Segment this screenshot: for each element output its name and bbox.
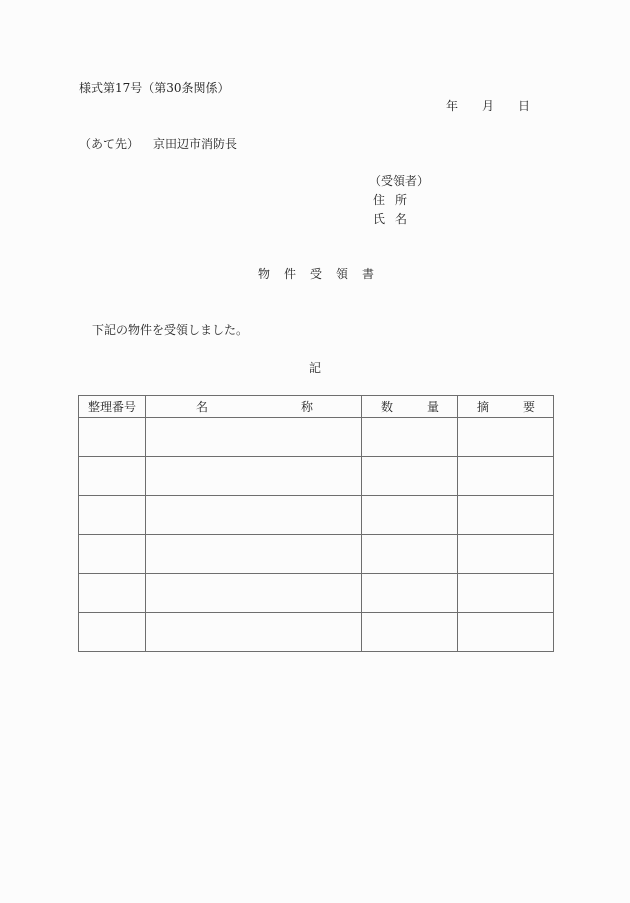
table-row [79,457,554,496]
cell-remarks[interactable] [458,457,554,496]
cell-remarks[interactable] [458,574,554,613]
cell-number[interactable] [79,574,146,613]
cell-number[interactable] [79,418,146,457]
cell-remarks[interactable] [458,418,554,457]
body-text: 下記の物件を受領しました。 [92,323,249,337]
cell-name[interactable] [146,574,362,613]
header-remarks-char-1: 摘 [477,400,490,414]
cell-number[interactable] [79,535,146,574]
date-year-label: 年 [446,99,459,113]
address-label: 住所 [373,193,418,207]
cell-name[interactable] [146,613,362,652]
addressee-name: 京田辺市消防長 [153,137,238,151]
cell-name[interactable] [146,457,362,496]
cell-number[interactable] [79,613,146,652]
header-quantity-char-2: 量 [426,400,439,414]
date-month-label: 月 [482,99,495,113]
table-row [79,613,554,652]
table-row [79,535,554,574]
header-remarks-char-2: 要 [522,400,535,414]
cell-quantity[interactable] [362,418,458,457]
table-header-row [79,396,554,418]
cell-number[interactable] [79,457,146,496]
cell-name[interactable] [146,418,362,457]
items-table [78,395,554,652]
header-name-char-1: 名 [196,400,209,414]
cell-quantity[interactable] [362,613,458,652]
cell-remarks[interactable] [458,496,554,535]
table-row [79,574,554,613]
table-row [79,418,554,457]
cell-remarks[interactable] [458,613,554,652]
receiver-label: （受領者） [369,174,430,188]
header-remarks [458,396,554,418]
header-number: 整理番号 [79,396,146,418]
header-name [146,396,362,418]
cell-quantity[interactable] [362,457,458,496]
cell-remarks[interactable] [458,535,554,574]
cell-number[interactable] [79,496,146,535]
date-day-label: 日 [518,99,531,113]
cell-quantity[interactable] [362,496,458,535]
form-number: 様式第17号（第30条関係） [79,81,230,95]
header-quantity-char-1: 数 [381,400,394,414]
cell-quantity[interactable] [362,535,458,574]
addressee-prefix: （あて先） [79,137,140,151]
ki-label: 記 [308,361,321,375]
cell-name[interactable] [146,535,362,574]
header-name-char-2: 称 [300,400,313,414]
date-line [446,99,530,113]
table-row [79,496,554,535]
addressee [79,137,237,151]
receiver-block [369,174,429,231]
header-quantity [362,396,458,418]
name-label: 氏名 [373,212,418,226]
cell-name[interactable] [146,496,362,535]
document-title: 物件受領書 [257,267,388,281]
cell-quantity[interactable] [362,574,458,613]
